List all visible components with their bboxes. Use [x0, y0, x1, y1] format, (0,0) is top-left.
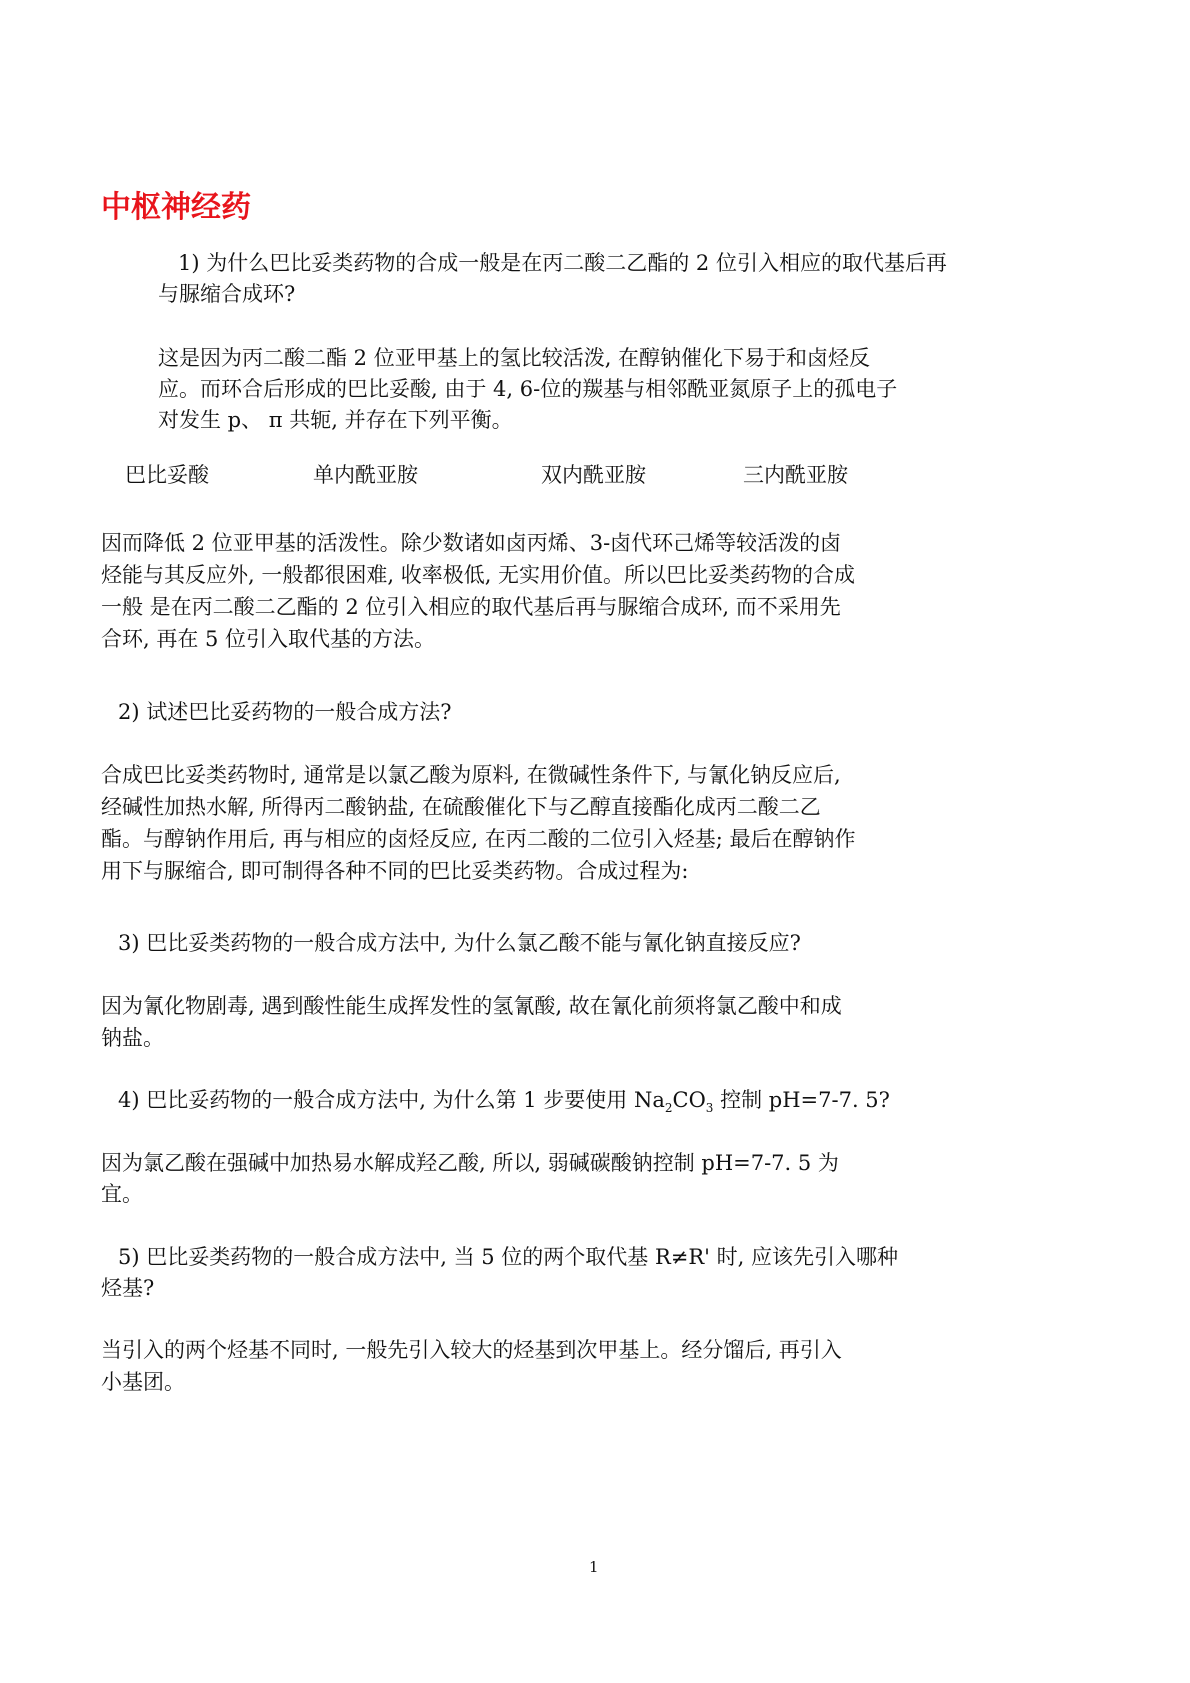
document-title: 中枢神经药	[101, 190, 251, 225]
question-2: 2) 试述巴比妥药物的一般合成方法?	[118, 700, 452, 724]
answer-5-line: 小基团。	[101, 1370, 185, 1394]
answer-4-line: 因为氯乙酸在强碱中加热易水解成羟乙酸, 所以, 弱碱碳酸钠控制 pH=7-7. 5 为	[101, 1151, 839, 1175]
answer-1-line: 这是因为丙二酸二酯 2 位亚甲基上的氢比较活泼, 在醇钠催化下易于和卤烃反	[158, 346, 871, 370]
answer-3-line: 因为氰化物剧毒, 遇到酸性能生成挥发性的氢氰酸, 故在氰化前须将氯乙酸中和成	[101, 994, 842, 1018]
answer-2-line: 用下与脲缩合, 即可制得各种不同的巴比妥类药物。合成过程为:	[101, 859, 689, 883]
subscript: 3	[705, 1101, 714, 1116]
question-3: 3) 巴比妥类药物的一般合成方法中, 为什么氯乙酸不能与氰化钠直接反应?	[118, 931, 801, 955]
structure-label: 巴比妥酸	[125, 463, 209, 487]
answer-1-paragraph-line: 烃能与其反应外, 一般都很困难, 收率极低, 无实用价值。所以巴比妥类药物的合成	[101, 563, 856, 587]
question-1-line: 与脲缩合成环?	[158, 282, 296, 306]
answer-5-line: 当引入的两个烃基不同时, 一般先引入较大的烃基到次甲基上。经分馏后, 再引入	[101, 1338, 842, 1362]
question-4-text: 控制 pH=7-7. 5?	[713, 1088, 890, 1112]
answer-3-line: 钠盐。	[101, 1026, 164, 1050]
structure-label: 三内酰亚胺	[743, 463, 848, 487]
question-4-text: 4) 巴比妥药物的一般合成方法中, 为什么第 1 步要使用 Na	[118, 1088, 665, 1112]
subscript: 2	[664, 1101, 673, 1116]
answer-1-line: 应。而环合后形成的巴比妥酸, 由于 4, 6-位的羰基与相邻酰亚氮原子上的孤电子	[158, 377, 898, 401]
answer-1-paragraph-line: 合环, 再在 5 位引入取代基的方法。	[101, 627, 436, 651]
structure-label: 单内酰亚胺	[313, 463, 418, 487]
question-1-line: 1) 为什么巴比妥类药物的合成一般是在丙二酸二乙酯的 2 位引入相应的取代基后再	[178, 251, 947, 275]
answer-2-line: 酯。与醇钠作用后, 再与相应的卤烃反应, 在丙二酸的二位引入烃基; 最后在醇钠作	[101, 827, 856, 851]
question-4-text: CO	[672, 1088, 706, 1112]
answer-2-line: 合成巴比妥类药物时, 通常是以氯乙酸为原料, 在微碱性条件下, 与氰化钠反应后,	[101, 763, 841, 787]
answer-2-line: 经碱性加热水解, 所得丙二酸钠盐, 在硫酸催化下与乙醇直接酯化成丙二酸二乙	[101, 795, 821, 819]
question-5-line: 烃基?	[101, 1276, 155, 1300]
answer-1-paragraph-line: 一般 是在丙二酸二乙酯的 2 位引入相应的取代基后再与脲缩合成环, 而不采用先	[101, 595, 841, 619]
answer-4-line: 宜。	[101, 1182, 143, 1206]
page-number: 1	[589, 1558, 599, 1576]
question-5-line: 5) 巴比妥类药物的一般合成方法中, 当 5 位的两个取代基 R≠R' 时, 应该先引入哪种	[118, 1245, 898, 1269]
question-4	[118, 1087, 890, 1121]
structure-label: 双内酰亚胺	[541, 463, 646, 487]
answer-1-line: 对发生 p、 π 共轭, 并存在下列平衡。	[158, 408, 513, 432]
answer-1-paragraph-line: 因而降低 2 位亚甲基的活泼性。除少数诸如卤丙烯、3-卤代环己烯等较活泼的卤	[101, 531, 842, 555]
